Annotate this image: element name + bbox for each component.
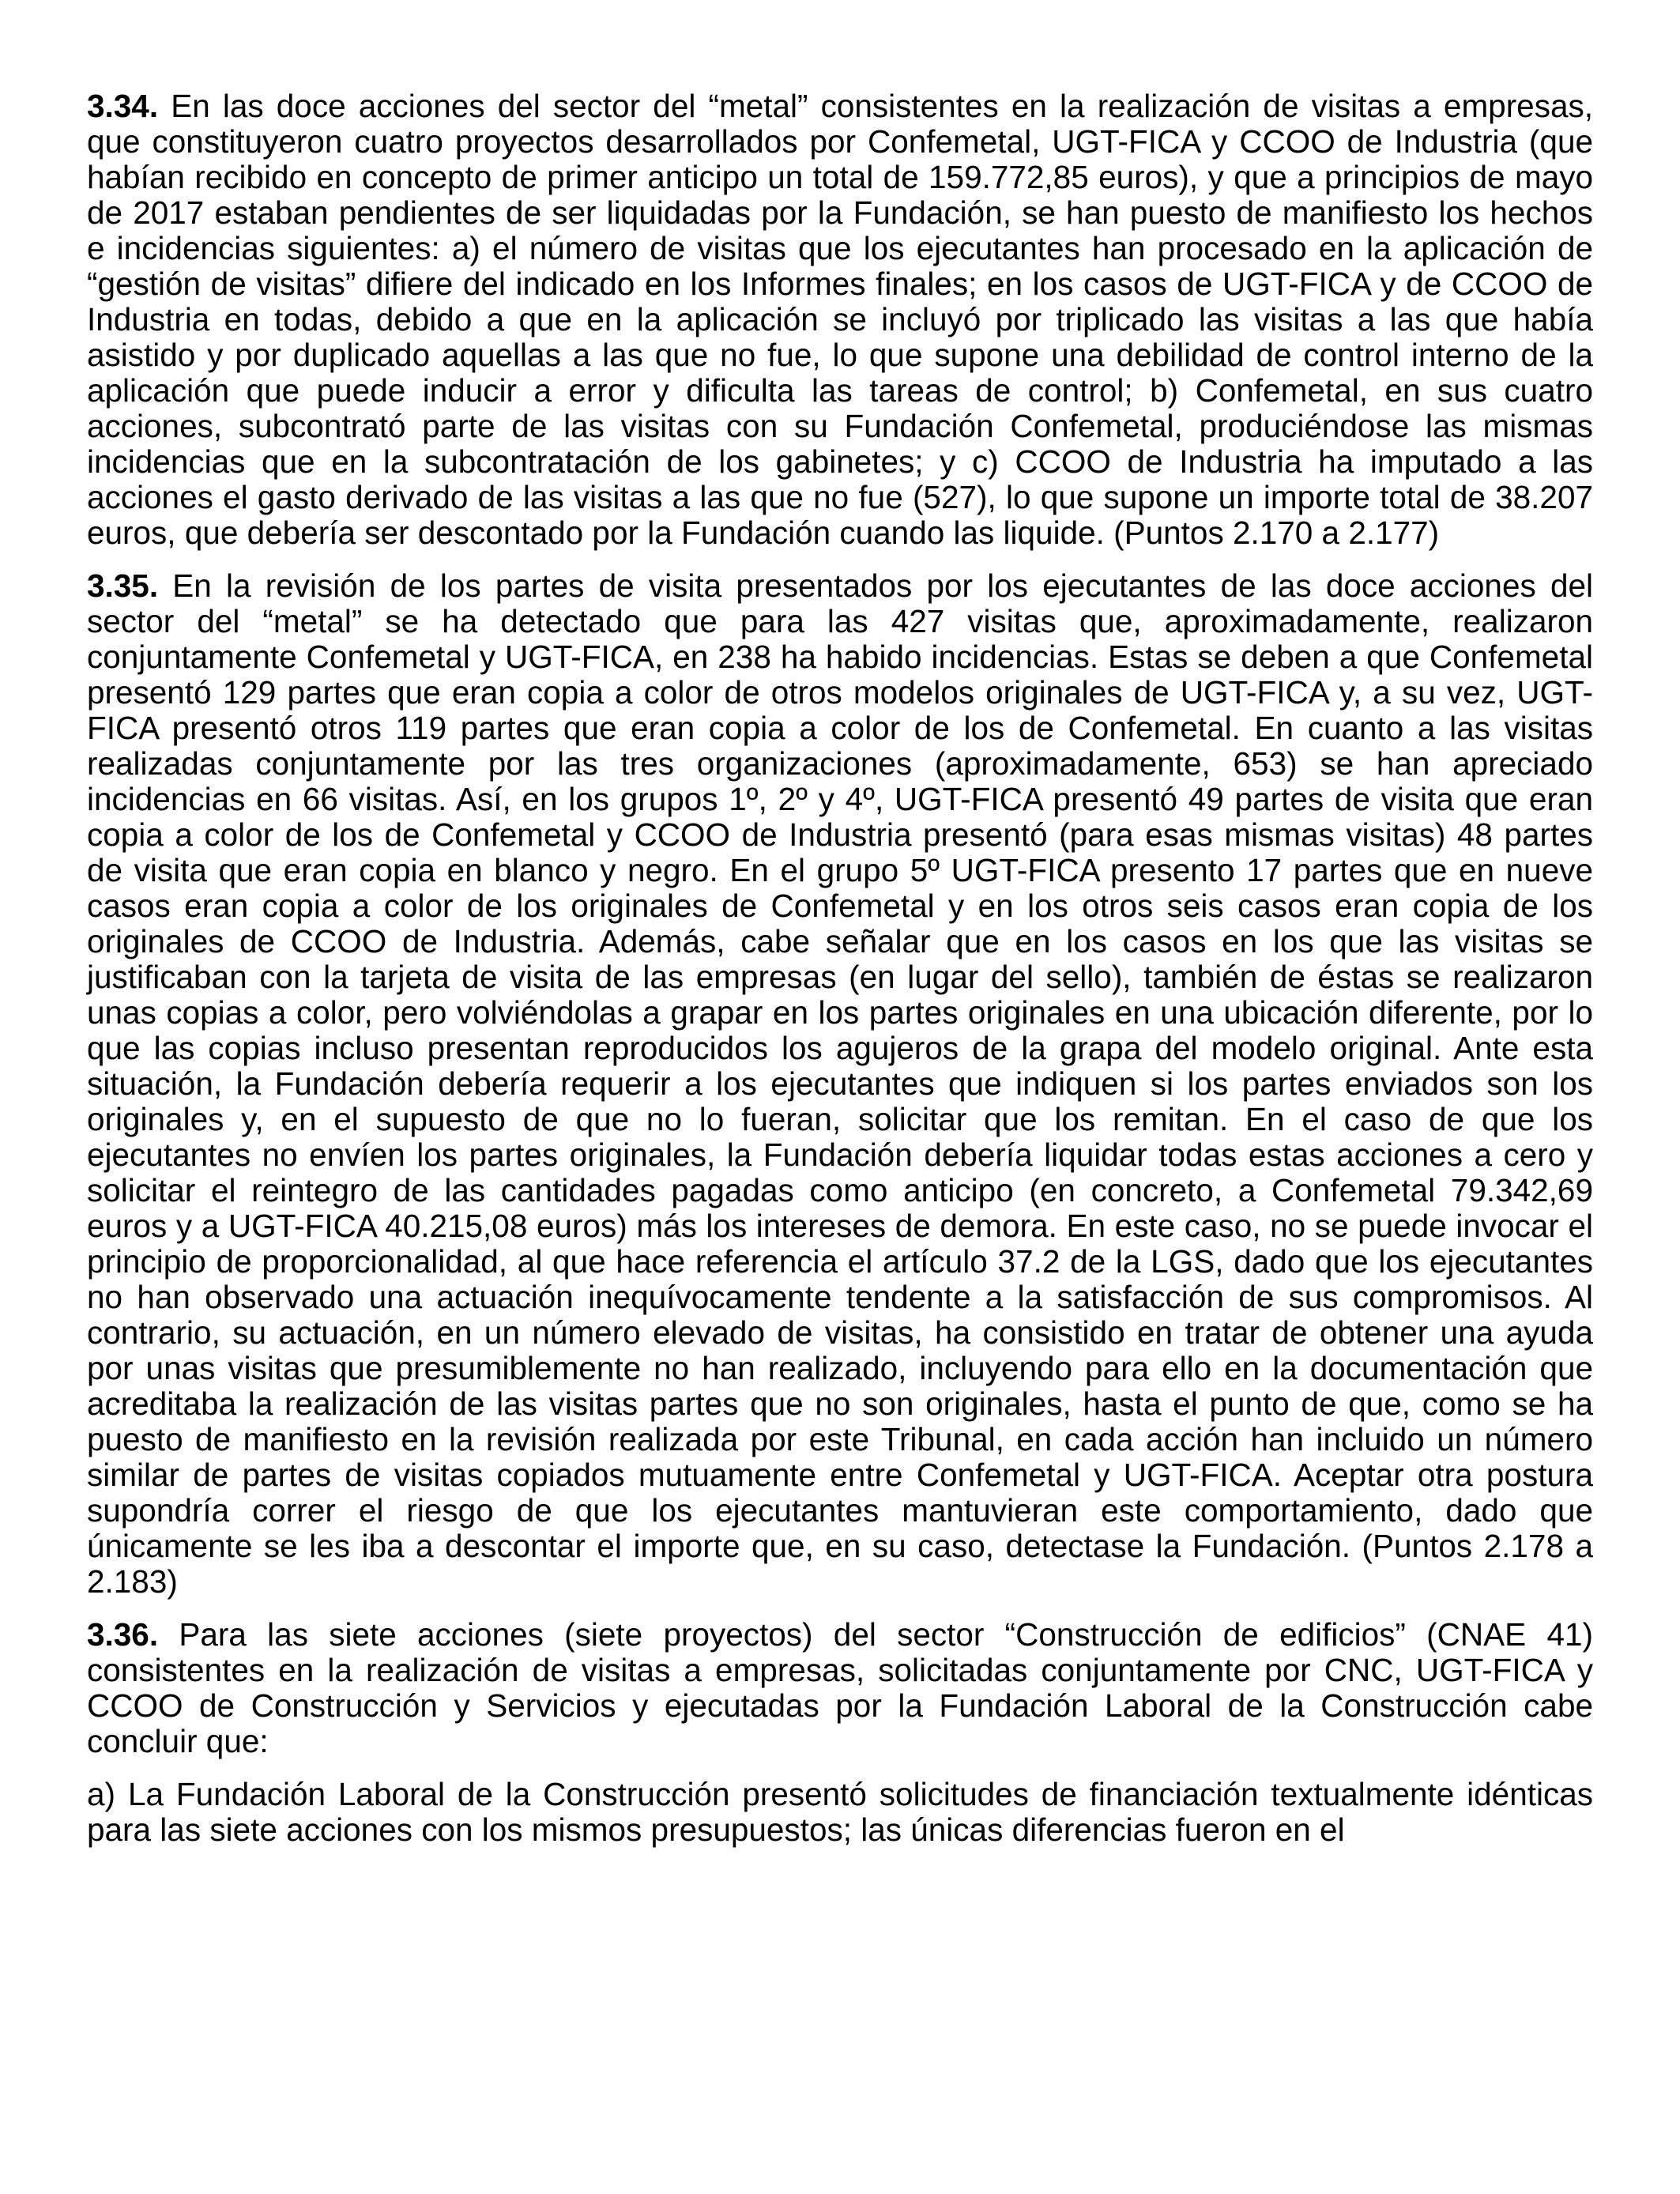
paragraph-text: En la revisión de los partes de visita presentados por los ejecutantes de las doce acciones del sector del “metal” se ha detectado que para las 427 visitas que, aproximadamente, realizaron conjuntamente Confemetal y UGT-FICA, en 238 ha habido incidencias. Estas se deben a que Confemetal presentó 129 partes que eran copia a color de otros modelos originales de UGT-FICA y, a su vez, UGT-FICA presentó otros 119 partes que eran copia a color de los de Confemetal. En cuanto a las visitas realizadas conjuntamente por las tres organizaciones (aproximadamente, 653) se han apreciado incidencias en 66 visitas. Así, en los grupos 1º, 2º y 4º, UGT-FICA presentó 49 partes de visita que eran copia a color de los de Confemetal y CCOO de Industria presentó (para esas mismas visitas) 48 partes de visita que eran copia en blanco y negro. En el grupo 5º UGT-FICA presento 17 partes que en nueve casos eran copia a color de los originales de Confemetal y en los otros seis casos eran copia de los originales de CCOO de Industria. Además, cabe señalar que en los casos en los que las visitas se justificaban con la tarjeta de visita de las empresas (en lugar del sello), también de éstas se realizaron unas copias a color, pero volviéndolas a grapar en los partes originales en una ubicación diferente, por lo que las copias incluso presentan reproducidos los agujeros de la grapa del modelo original. Ante esta situación, la Fundación debería requerir a los ejecutantes que indiquen si los partes enviados son los originales y, en el supuesto de que no lo fueran, solicitar que los remitan. En el caso de que los ejecutantes no envíen los partes originales, la Fundación debería liquidar todas estas acciones a cero y solicitar el reintegro de las cantidades pagadas como anticipo (en concreto, a Confemetal 79.342,69 euros y a UGT-FICA 40.215,08 euros) más los intereses de demora. En este caso, no se puede invocar el principio de proporcionalidad, al que hace referencia el artículo 37.2 de la LGS, dado que los ejecutantes no han observado una actuación inequívocamente tendente a la satisfacción de sus compromisos. Al contrario, su actuación, en un número elevado de visitas, ha consistido en tratar de obtener una ayuda por unas visitas que presumiblemente no han realizado, incluyendo para ello en la documentación que acreditaba la realización de las visitas partes que no son originales, hasta el punto de que, como se ha puesto de manifiesto en la revisión realizada por este Tribunal, en cada acción han incluido un número similar de partes de visitas copiados mutuamente entre Confemetal y UGT-FICA. Aceptar otra postura supondría correr el riesgo de que los ejecutantes mantuvieran este comportamiento, dado que únicamente se les iba a descontar el importe que, en su caso, detectase la Fundación. (Puntos 2.178 a 2.183) bbox=[87, 567, 1593, 1600]
list-marker: a) bbox=[87, 1776, 116, 1812]
paragraph-number: 3.36. bbox=[87, 1616, 159, 1653]
paragraph-text: En las doce acciones del sector del “metal” consistentes en la realización de visitas a empresas, que constituyeron cuatro proyectos desarrollados por Confemetal, UGT-FICA y CCOO de Industria (que habían recibido en concepto de primer anticipo un total de 159.772,85 euros), y que a principios de mayo de 2017 estaban pendientes de ser liquidadas por la Fundación, se han puesto de manifiesto los hechos e incidencias siguientes: a) el número de visitas que los ejecutantes han procesado en la aplicación de “gestión de visitas” difiere del indicado en los Informes finales; en los casos de UGT-FICA y de CCOO de Industria en todas, debido a que en la aplicación se incluyó por triplicado las visitas a las que había asistido y por duplicado aquellas a las que no fue, lo que supone una debilidad de control interno de la aplicación que puede inducir a error y dificulta las tareas de control; b) Confemetal, en sus cuatro acciones, subcontrató parte de las visitas con su Fundación Confemetal, produciéndose las mismas incidencias que en la subcontratación de los gabinetes; y c) CCOO de Industria ha imputado a las acciones el gasto derivado de las visitas a las que no fue (527), lo que supone un importe total de 38.207 euros, que debería ser descontado por la Fundación cuando las liquide. (Puntos 2.170 a 2.177) bbox=[87, 88, 1593, 551]
paragraph-text: Para las siete acciones (siete proyectos) del sector “Construcción de edificios” (CNAE 41) consistentes en la realización de visitas a empresas, solicitadas conjuntamente por CNC, UGT-FICA y CCOO de Construcción y Servicios y ejecutadas por la Fundación Laboral de la Construcción cabe concluir que: bbox=[87, 1616, 1593, 1759]
document-page bbox=[87, 89, 1593, 1848]
paragraph-3-34 bbox=[87, 89, 1593, 551]
paragraph-number: 3.34. bbox=[87, 88, 159, 124]
paragraph-3-36 bbox=[87, 1617, 1593, 1759]
paragraph-number: 3.35. bbox=[87, 567, 159, 604]
paragraph-3-35 bbox=[87, 568, 1593, 1600]
list-item-a bbox=[87, 1777, 1593, 1848]
list-item-text: La Fundación Laboral de la Construcción presentó solicitudes de financiación textualmente idénticas para las siete acciones con los mismos presupuestos; las únicas diferencias fueron en el bbox=[87, 1776, 1593, 1848]
